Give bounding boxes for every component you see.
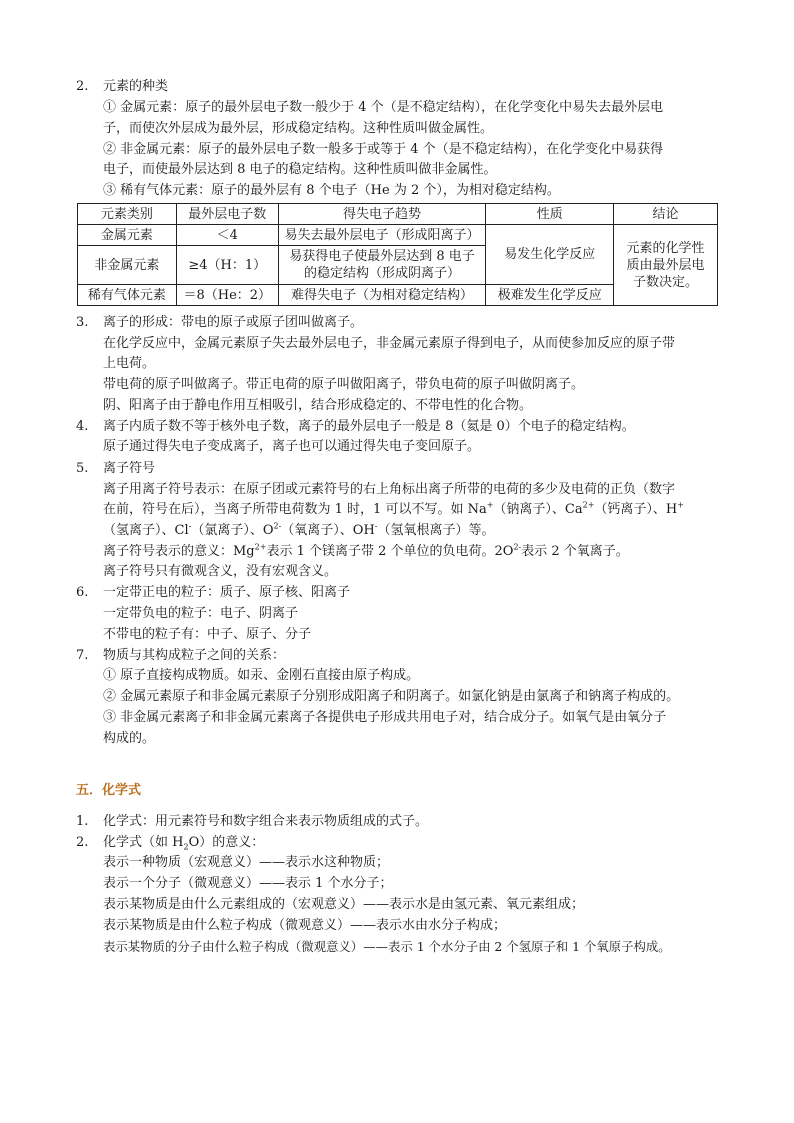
section-heading: 物质与其构成粒子之间的关系： bbox=[103, 648, 286, 663]
table-header-cell: 元素类别 bbox=[78, 204, 177, 225]
table-cell: 金属元素 bbox=[78, 225, 177, 246]
item-number: 3. bbox=[76, 315, 89, 330]
paragraph-line: 在前，符号在后），当离子所带电荷数为 1 时，1 可以不写。如 Na+（钠离子）、$Ca^{2+}$（钙离子）、H+ bbox=[103, 500, 684, 517]
paragraph-line: 表示一个分子（微观意义）——表示 1 个水分子； bbox=[103, 876, 393, 891]
conclusion-line: 质由最外层电 bbox=[626, 257, 705, 273]
table-header-cell: 性质 bbox=[486, 204, 614, 225]
paragraph-line: 一定带正电的粒子：质子、原子核、阳离子 bbox=[103, 585, 351, 600]
paragraph-line: 构成的。 bbox=[103, 731, 156, 746]
table-header-cell: 结论 bbox=[614, 204, 718, 225]
item-number: 1. bbox=[76, 814, 89, 829]
table-header-cell: 最外层电子数 bbox=[176, 204, 278, 225]
cell-line: 的稳定结构（形成阴离子） bbox=[304, 266, 461, 281]
item-number: 4. bbox=[76, 419, 89, 434]
table-cell: 难得失电子（为相对稳定结构） bbox=[278, 285, 486, 306]
paragraph-line: 表示某物质是由什么元素组成的（宏观意义）——表示水是由氢元素、氧元素组成； bbox=[103, 897, 585, 912]
paragraph-line: ② 金属元素原子和非金属元素原子分别形成阳离子和阴离子。如氯化钠是由氯离子和钠离子构成的。 bbox=[103, 689, 680, 704]
paragraph-line: 子，而使次外层成为最外层，形成稳定结构。这种性质叫做金属性。 bbox=[103, 121, 494, 136]
cell-line: 易获得电子使最外层达到 8 电子 bbox=[289, 249, 475, 264]
item-number: 6. bbox=[76, 585, 89, 600]
conclusion-line: 元素的化学性 bbox=[626, 240, 705, 256]
paragraph-line: 电子，而使最外层达到 8 电子的稳定结构。这种性质叫做非金属性。 bbox=[103, 162, 497, 177]
table-cell: 极难发生化学反应 bbox=[486, 285, 614, 306]
conclusion-line: 子数决定。 bbox=[633, 274, 699, 290]
table-cell-conclusion bbox=[614, 225, 718, 306]
section-heading: 离子符号 bbox=[103, 461, 156, 476]
paragraph-line: 在化学反应中，金属元素原子失去最外层电子，非金属元素原子得到电子，从而使参加反应的原子带 bbox=[103, 336, 676, 351]
section-heading: 化学式（如 $H_2O$）的意义： bbox=[103, 835, 265, 852]
paragraph-line: 表示某物质是由什么粒子构成（微观意义）——表示水由水分子构成； bbox=[103, 918, 507, 933]
paragraph-line: ③ 稀有气体元素：原子的最外层有 8 个电子（He 为 2 个），为相对稳定结构。 bbox=[103, 183, 560, 198]
paragraph-line: 带电荷的原子叫做离子。带正电荷的原子叫做阳离子，带负电荷的原子叫做阴离子。 bbox=[103, 377, 585, 392]
table-cell: 易发生化学反应 bbox=[486, 225, 614, 285]
paragraph-line: 离子内质子数不等于核外电子数，离子的最外层电子一般是 8（氦是 0）个电子的稳定结构。 bbox=[103, 419, 635, 434]
section-heading: 离子的形成：带电的原子或原子团叫做离子。 bbox=[103, 315, 364, 330]
table-cell: 易失去最外层电子（形成阳离子） bbox=[278, 225, 486, 246]
paragraph-line: 阴、阳离子由于静电作用互相吸引，结合形成稳定的、不带电性的化合物。 bbox=[103, 398, 533, 413]
section-title: 五．化学式 bbox=[76, 783, 142, 798]
paragraph-line: 一定带负电的粒子：电子、阴离子 bbox=[103, 606, 299, 621]
paragraph-line: （氢离子）、Cl-（氯离子）、$O^{2-}$（氧离子）、OH-（氢氧根离子）等。 bbox=[103, 521, 495, 538]
table-row bbox=[78, 225, 718, 246]
paragraph-line: ② 非金属元素：原子的最外层电子数一般多于或等于 4 个（是不稳定结构），在化学变化中易获得 bbox=[103, 142, 664, 157]
paragraph-line: 离子用离子符号表示：在原子团或元素符号的右上角标出离子所带的电荷的多少及电荷的正负（数字 bbox=[103, 482, 676, 497]
paragraph-line: 表示一种物质（宏观意义）——表示水这种物质； bbox=[103, 855, 390, 870]
table-cell: 非金属元素 bbox=[78, 246, 177, 285]
item-number: 2. bbox=[76, 835, 89, 850]
table-cell: ≥4（H：1） bbox=[176, 246, 278, 285]
table-cell bbox=[278, 246, 486, 285]
paragraph-line: 不带电的粒子有：中子、原子、分子 bbox=[103, 627, 312, 642]
item-number: 7. bbox=[76, 648, 89, 663]
table-header-row bbox=[78, 204, 718, 225]
paragraph-line: 上电荷。 bbox=[103, 356, 156, 371]
item-number: 5. bbox=[76, 461, 89, 476]
paragraph-line: 化学式：用元素符号和数字组合来表示物质组成的式子。 bbox=[103, 814, 429, 829]
section-heading: 元素的种类 bbox=[103, 79, 169, 94]
table-cell: ＝8（He：2） bbox=[176, 285, 278, 306]
paragraph-line: ① 金属元素：原子的最外层电子数一般少于 4 个（是不稳定结构），在化学变化中易失去最外层电 bbox=[103, 100, 664, 115]
paragraph-line: ① 原子直接构成物质。如汞、金刚石直接由原子构成。 bbox=[103, 668, 420, 683]
paragraph-line: 原子通过得失电子变成离子，离子也可以通过得失电子变回原子。 bbox=[103, 439, 481, 454]
element-table bbox=[77, 203, 718, 306]
table-cell: 稀有气体元素 bbox=[78, 285, 177, 306]
paragraph-line: 表示某物质的分子由什么粒子构成（微观意义）——表示 1 个水分子由 2 个氢原子和 1 个氧原子构成。 bbox=[103, 939, 671, 954]
paragraph-line: ③ 非金属元素离子和非金属元素离子各提供电子形成共用电子对，结合成分子。如氧气是由氧分子 bbox=[103, 710, 667, 725]
item-number: 2. bbox=[76, 79, 89, 94]
table-header-cell: 得失电子趋势 bbox=[278, 204, 486, 225]
paragraph-line: 离子符号表示的意义：$Mg^{2+}$表示 1 个镁离子带 2 个单位的负电荷。$2O^{2-}$表示 2 个氧离子。 bbox=[103, 542, 629, 559]
table-cell: ＜4 bbox=[176, 225, 278, 246]
paragraph-line: 离子符号只有微观含义，没有宏观含义。 bbox=[103, 564, 338, 579]
